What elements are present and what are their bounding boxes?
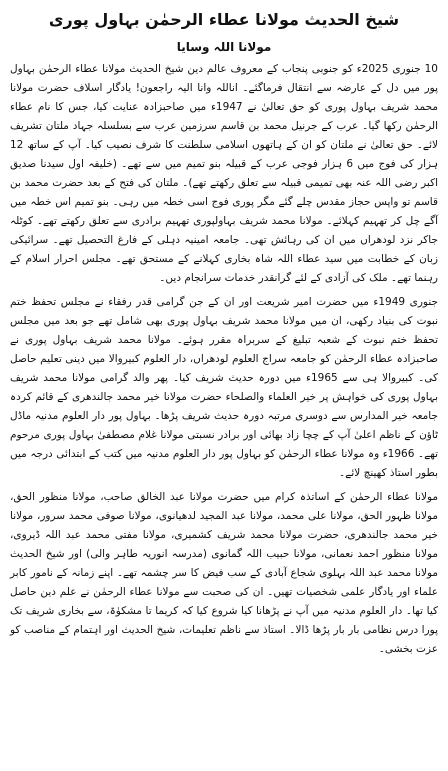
article-title: شیخ الحدیث مولانا عطاء الرحمٰن بہاول پوری [48,10,400,29]
article-paragraph-3: مولانا عطاء الرحمٰن کے اساتذہ کرام میں حضرت مولانا عبد الخالق صاحب، مولانا منظور الحق، مولانا ظہور الحق، مولانا علی محمد، مولانا عبد المجید لدھیانوی، مولانا صوفی محمد سرور، مولانا خیر محمد جالندھری، حضرت مولانا محمد شریف کشمیری، مولانا مفتی محمد عبد اللہ ڈیروی، مولانا منظور احمد نعمانی، مولانا حبیب اللہ گمانوی (مدرسہ انوریہ طاہر والی) اور شیخ الحدیث مولانا محمد عبد اللہ بہلوی شجاع آبادی کے سب فیض کا سر چشمہ تھے۔ اپنے زمانہ کے نامور کابر علماء اور یادگار علمی شخصیات تھیں۔ ان کی صحبت سے مولانا عطاء الرحمٰن نے علم دین حاصل کیا تھا۔ دار العلوم مدنیہ میں آپ نے پڑھانا کیا شروع کیا کہ کریما تا مشکوٰۃ، سے بخاری شریف تک پورا درس نظامی بار بار پڑھا ڈالا۔ استاذ سے ناظم تعلیمات، شیخ الحدیث اور اہتمام کے مناصب کو عزت بخشی۔ [10,491,438,655]
article-author: مولانا اللہ وسایا [176,40,272,54]
article-paragraph-2: جنوری 1949ء میں حضرت امیر شریعت اور ان کے جن گرامی قدر رفقاء نے مجلس تحفظ ختم نبوت کی بنیاد رکھی، ان میں مولانا محمد شریف بہاول پوری بھی شامل تھے جو بعد میں مجلس تحفظ ختم نبوت کے شعبہ تبلیغ کے سربراہ مقرر ہوئے۔ مولانا محمد شریف بہاول پوری نے صاحبزادہ عطاء الرحمٰن کو جامعہ سراج العلوم لودھراں، دار العلوم کبیروالا میں دینی تعلیم حاصل کی۔ کبیروالا ہی سے 1965ء میں دورہ حدیث شریف کیا۔ پھر والد گرامی مولانا محمد شریف بہاول پوری کی خواہش پر خیر العلماء والصلحاء حضرت مولانا خیر محمد جالندھری کے قائم کردہ جامعہ خیر المدارس سے دوسری مرتبہ دورہ حدیث شریف پڑھا۔ بہاول پور دار العلوم مدنیہ ماڈل ٹاؤن کے ناظم اعلیٰ آپ کے چچا زاد بھائی اور برادر نسبتی مولانا غلام مصطفیٰ بہاول پوری مرحوم تھے۔ 1966ء وہ مولانا عطاء الرحمٰن کو بہاول پور دار العلوم مدنیہ میں کتب کے ابتدائی درجہ میں بطور استاذ کھینچ لائے۔ [10,296,439,479]
article-paragraph-1: 10 جنوری 2025ء کو جنوبی پنجاب کے معروف عالم دین شیخ الحدیث مولانا عطاء الرحمٰن بہاول پور میں دل کے عارضہ سے انتقال فرماگئے۔ اناللہ وانا الیہ راجعون! یادگار اسلاف حضرت مولانا محمد شریف بہاول پوری کو حق تعالیٰ نے 1947ء میں صاحبزادہ عنایت کیا، جس کا نام عطاء الرحمٰن رکھا گیا۔ عرب کے جرنیل محمد بن قاسم سرزمین عرب سے بسلسلہ جہاد ملتان تشریف لائے۔ حق تعالیٰ نے ملتان کو ان کے ہاتھوں اسلامی سلطنت کا شرف نصیب کیا۔ آپ کے ساتھ 12 ہزار کی فوج میں 6 ہزار فوجی عرب کے قبیلہ بنو تمیم میں سے تھے۔ (خلیفہ اول سیدنا صدیق اکبر رضی اللہ عنہ بھی تمیمی قبیلہ سے تعلق رکھتے تھے)۔ ملتان کی فتح کے بعد حضرت محمد بن قاسم تو واپس حجاز مقدس چلے گئے مگر پوری فوج اسی خطہ میں رہی۔ بنو تمیم اس خطہ میں آگے چل کر تھہیم کہلائے۔ مولانا محمد شریف بہاولپوری تھہیم برادری سے تعلق رکھتے تھے۔ کوٹلہ جاکر نزد لودھراں میں ان کی رہائش تھی۔ جامعہ امینیہ دہلی کے فارغ التحصیل تھے۔ سرائیکی زبان کے خطابت میں سید عطاء اللہ شاہ بخاری کہلانے کے مستحق تھے۔ مجلس احرار اسلام کے رہنما تھے۔ ملک کی آزادی کے لئے گرانقدر خدمات سرانجام دیں۔ [10,63,438,284]
